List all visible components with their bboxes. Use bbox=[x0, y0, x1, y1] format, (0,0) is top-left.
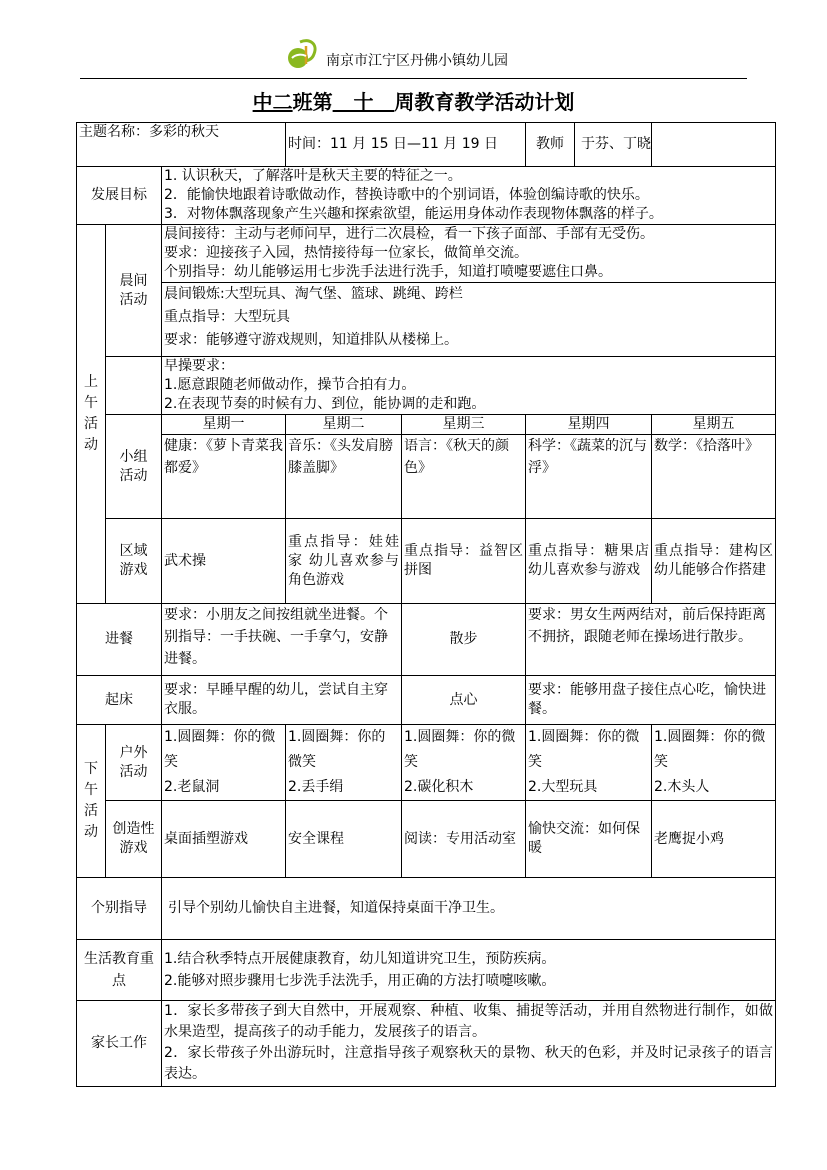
outdoor-cell: 1.圆圈舞：你的微笑 2.老鼠洞 bbox=[162, 725, 286, 801]
outdoor-cell: 1.圆圈舞：你的微笑 2.丢手绢 bbox=[286, 725, 402, 801]
area-label: 区域游戏 bbox=[106, 519, 162, 604]
title-rest: 周教育教学活动计划 bbox=[394, 90, 575, 114]
individual-content: 引导个别幼儿愉快自主进餐，知道保持桌面干净卫生。 bbox=[162, 878, 776, 940]
area-cell: 重点指导：娃娃家 幼儿喜欢参与角色游戏 bbox=[286, 519, 402, 604]
group-cell: 健康：《萝卜青菜我都爱》 bbox=[162, 435, 286, 519]
teacher-names: 于芬、丁晓 bbox=[581, 136, 652, 152]
theme-cell: 主题名称：多彩的秋天 bbox=[77, 123, 286, 167]
plan-table bbox=[76, 122, 776, 1087]
time-cell: 时间：11 月 15 日—11 月 19 日 bbox=[286, 123, 526, 167]
group-cell: 语言：《秋天的颜色》 bbox=[402, 435, 526, 519]
life-content: 1.结合秋季特点开展健康教育，幼儿知道讲究卫生，预防疾病。 2.能够对照步骤用七步洗手法洗手，用正确的方法打喷嚏咳嗽。 bbox=[162, 940, 776, 1001]
weekday-tue: 星期二 bbox=[286, 415, 402, 435]
exercise-content: 晨间锻炼:大型玩具、淘气堡、篮球、跳绳、跨栏 重点指导：大型玩具 要求：能够遵守游戏规则，知道排队从楼梯上。 bbox=[162, 283, 776, 357]
walk-content: 要求：男女生两两结对，前后保持距离不拥挤，跟随老师在操场进行散步。 bbox=[526, 604, 776, 676]
area-cell: 重点指导：糖果店 幼儿喜欢参与游戏 bbox=[526, 519, 652, 604]
walk-label: 散步 bbox=[402, 604, 526, 676]
parents-label: 家长工作 bbox=[77, 1001, 162, 1087]
goals-label: 发展目标 bbox=[77, 167, 162, 225]
meal-label: 进餐 bbox=[77, 604, 162, 676]
group-cell: 科学：《蔬菜的沉与浮》 bbox=[526, 435, 652, 519]
goal-item: 1. 认识秋天，了解落叶是秋天主要的特征之一。 bbox=[164, 168, 462, 184]
group-label: 小组活动 bbox=[106, 415, 162, 519]
individual-label: 个别指导 bbox=[77, 878, 162, 940]
weekday-wed: 星期三 bbox=[402, 415, 526, 435]
page-title bbox=[0, 86, 827, 115]
weekday-thu: 星期四 bbox=[526, 415, 652, 435]
wake-label: 起床 bbox=[77, 676, 162, 725]
group-cell: 音乐：《头发肩膀膝盖脚》 bbox=[286, 435, 402, 519]
snack-content: 要求：能够用盘子接住点心吃，愉快进餐。 bbox=[526, 676, 776, 725]
morning-drill-content: 早操要求： 1.愿意跟随老师做动作，操节合拍有力。 2.在表现节奏的时候有力、到位，能协调的走和跑。 bbox=[162, 357, 776, 415]
meal-content: 要求：小朋友之间按组就坐进餐。个别指导：一手扶碗、一手拿勺，安静进餐。 bbox=[162, 604, 402, 676]
title-ban: 班第 bbox=[292, 90, 333, 114]
teacher-spacer bbox=[652, 123, 776, 167]
creative-cell: 安全课程 bbox=[286, 801, 402, 878]
reception-content: 晨间接待：主动与老师问早，进行二次晨检，看一下孩子面部、手部有无受伤。 要求：迎接孩子入园，热情接待每一位家长，做简单交流。 个别指导：幼儿能够运用七步洗手法进行洗手，知道打喷嚏要遮住口鼻。 bbox=[162, 225, 776, 283]
area-cell: 重点指导：益智区 拼图 bbox=[402, 519, 526, 604]
chenjian-label: 晨间活动 bbox=[106, 225, 162, 357]
drill-spacer bbox=[106, 357, 162, 415]
area-cell: 武术操 bbox=[162, 519, 286, 604]
creative-label: 创造性游戏 bbox=[106, 801, 162, 878]
weekday-mon: 星期一 bbox=[162, 415, 286, 435]
title-class: 中二 bbox=[252, 90, 293, 114]
goals-content bbox=[162, 167, 776, 225]
group-cell: 数学：《拾落叶》 bbox=[652, 435, 776, 519]
goal-item: 3．对物体飘落现象产生兴趣和探索欲望，能运用身体动作表现物体飘落的样子。 bbox=[164, 206, 663, 222]
morning-section-label: 上午活动 bbox=[77, 225, 106, 604]
school-header bbox=[80, 36, 747, 79]
afternoon-section-label: 下午活动 bbox=[77, 725, 106, 878]
area-cell: 重点指导：建构区 幼儿能够合作搭建 bbox=[652, 519, 776, 604]
creative-cell: 愉快交流：如何保暖 bbox=[526, 801, 652, 878]
outdoor-label: 户外活动 bbox=[106, 725, 162, 801]
creative-cell: 桌面插塑游戏 bbox=[162, 801, 286, 878]
goal-item: 2．能愉快地跟着诗歌做动作，替换诗歌中的个别词语，体验创编诗歌的快乐。 bbox=[164, 187, 649, 203]
outdoor-cell: 1.圆圈舞：你的微笑 2.碳化积木 bbox=[402, 725, 526, 801]
creative-cell: 老鹰捉小鸡 bbox=[652, 801, 776, 878]
weekday-fri: 星期五 bbox=[652, 415, 776, 435]
outdoor-cell: 1.圆圈舞：你的微笑 2.木头人 bbox=[652, 725, 776, 801]
creative-cell: 阅读：专用活动室 bbox=[402, 801, 526, 878]
outdoor-cell: 1.圆圈舞：你的微笑 2.大型玩具 bbox=[526, 725, 652, 801]
teacher-label: 教师 于芬、丁晓 bbox=[526, 123, 652, 167]
parents-content: 1．家长多带孩子到大自然中，开展观察、种植、收集、捕捉等活动，并用自然物进行制作，如做水果造型，提高孩子的动手能力，发展孩子的语言。 2．家长带孩子外出游玩时，注意指导孩子观察秋天的景物、秋天的色彩，并及时记录孩子的语言表达。 bbox=[162, 1001, 776, 1087]
snack-label: 点心 bbox=[402, 676, 526, 725]
school-logo-icon bbox=[286, 36, 320, 70]
school-name: 南京市江宁区丹佛小镇幼儿园 bbox=[326, 53, 508, 69]
wake-content: 要求：早睡早醒的幼儿，尝试自主穿衣服。 bbox=[162, 676, 402, 725]
life-label: 生活教育重点 bbox=[77, 940, 162, 1001]
title-week: 十 bbox=[353, 90, 374, 114]
